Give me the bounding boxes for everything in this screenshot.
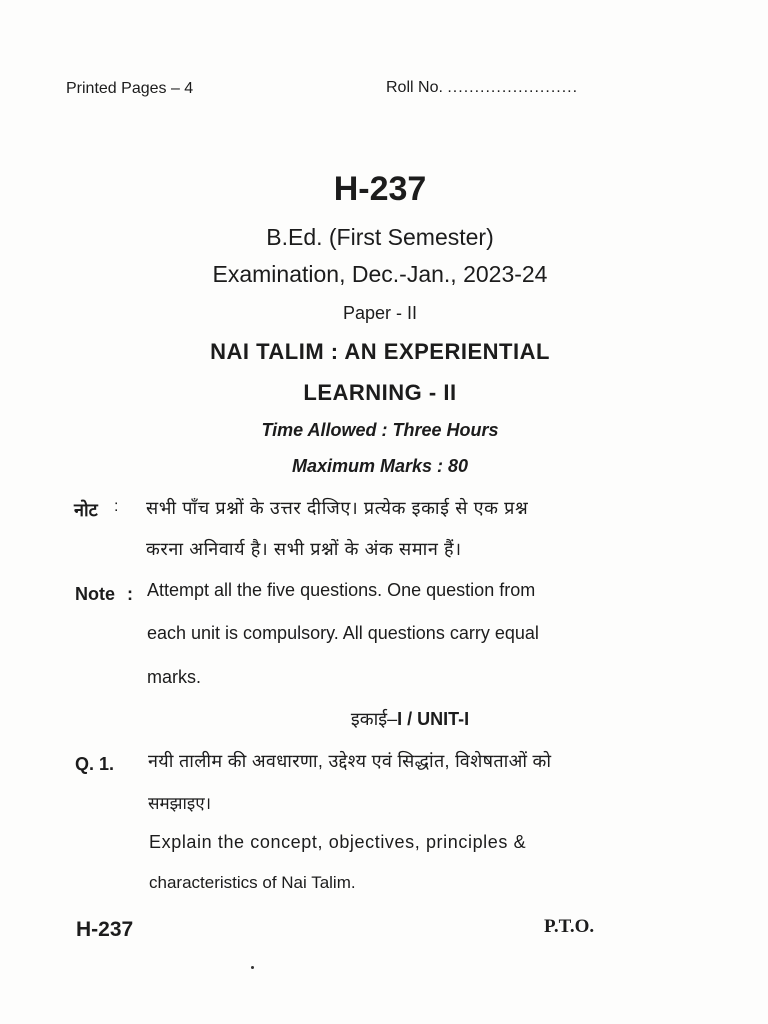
paper-code-heading: H-237 bbox=[333, 170, 427, 208]
hindi-note-colon: : bbox=[114, 498, 119, 515]
time-allowed: Time Allowed : Three Hours bbox=[261, 420, 499, 440]
question-number: Q. 1. bbox=[75, 754, 115, 774]
roll-number-label: Roll No. bbox=[386, 79, 443, 96]
please-turn-over: P.T.O. bbox=[544, 916, 595, 937]
english-note-label: Note bbox=[75, 584, 115, 604]
unit-heading-hindi: इकाई– bbox=[350, 709, 398, 729]
examination-session: Examination, Dec.-Jan., 2023-24 bbox=[212, 261, 548, 287]
subject-title-line1: NAI TALIM : AN EXPERIENTIAL bbox=[210, 339, 550, 364]
english-note-colon: : bbox=[127, 584, 133, 604]
roll-number-blank: ........................ bbox=[447, 79, 579, 96]
unit-heading bbox=[50, 707, 768, 731]
unit-heading-english: I / UNIT-I bbox=[397, 709, 470, 729]
subject-title-line2: LEARNING - II bbox=[303, 380, 457, 405]
english-note-line1: Attempt all the five questions. One question from bbox=[147, 580, 536, 600]
course-name: B.Ed. (First Semester) bbox=[266, 224, 494, 250]
roll-number-field bbox=[386, 79, 578, 97]
english-note-line3: marks. bbox=[147, 667, 201, 687]
question-english-line2: characteristics of Nai Talim. bbox=[149, 873, 356, 892]
question-english-line1: Explain the concept, objectives, principles & bbox=[149, 832, 527, 852]
maximum-marks: Maximum Marks : 80 bbox=[291, 456, 469, 476]
hindi-note-line1: सभी पाँच प्रश्नों के उत्तर दीजिए। प्रत्येक इकाई से एक प्रश्न bbox=[146, 498, 529, 518]
question-hindi-line1: नयी तालीम की अवधारणा, उद्देश्य एवं सिद्धांत, विशेषताओं को bbox=[148, 751, 552, 771]
hindi-note-line2: करना अनिवार्य है। सभी प्रश्नों के अंक समान हैं। bbox=[146, 539, 462, 559]
printed-pages-text: Printed Pages – 4 bbox=[66, 80, 194, 97]
hindi-note-label: नोट bbox=[74, 500, 98, 520]
footer-paper-code: H-237 bbox=[76, 918, 134, 941]
scan-speck bbox=[251, 966, 254, 969]
paper-number: Paper - II bbox=[342, 303, 418, 323]
question-hindi-line2: समझाइए। bbox=[148, 794, 212, 813]
english-note-line2: each unit is compulsory. All questions carry equal bbox=[147, 623, 539, 643]
